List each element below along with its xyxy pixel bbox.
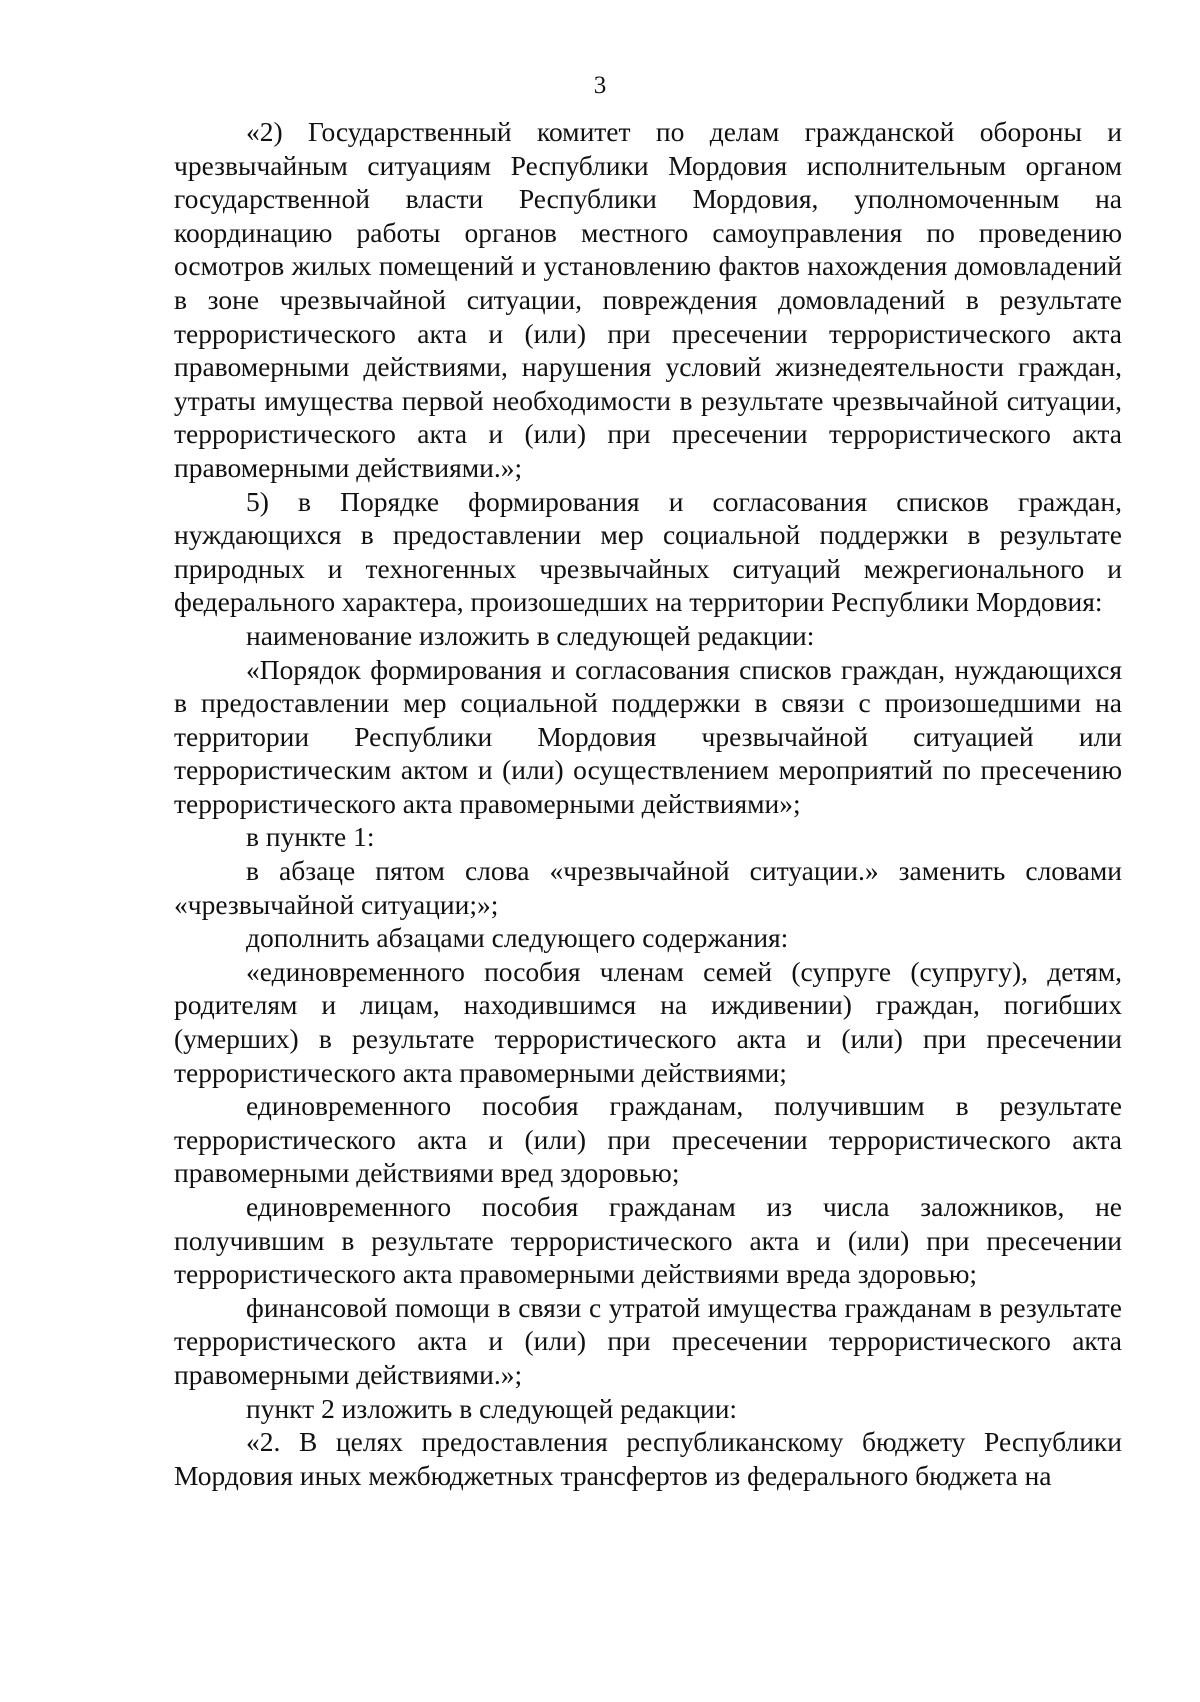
- page-number: 3: [593, 72, 607, 99]
- paragraph-4: «Порядок формирования и согласования списков граждан, нуждающихся в предоставлении мер социальной поддержки в связи с произошедшими на территории Республики Мордовия чрезвычайной ситуацией или террористическим актом и (или) осуществлением мероприятий по пресечению террористического акта правомерными действиями»;: [174, 653, 1122, 819]
- paragraph-9: единовременного пособия гражданам, получившим в результате террористического акта и (или) при пресечении террористического акта правомерными действиями вред здоровью;: [174, 1090, 1122, 1189]
- paragraph-12: пункт 2 изложить в следующей редакции:: [246, 1392, 738, 1424]
- paragraph-11: финансовой помощи в связи с утратой имущества гражданам в результате террористического акта и (или) при пресечении террористического акта правомерными действиями.»;: [174, 1291, 1122, 1390]
- paragraph-13: «2. В целях предоставления республиканскому бюджету Республики Мордовия иных межбюджетных трансфертов из федерального бюджета на: [174, 1426, 1122, 1491]
- document-body: [174, 115, 1122, 1492]
- paragraph-7: дополнить абзацами следующего содержания:: [246, 922, 789, 954]
- paragraph-3: наименование изложить в следующей редакции:: [246, 619, 815, 651]
- paragraph-6: в абзаце пятом слова «чрезвычайной ситуации.» заменить словами «чрезвычайной ситуации;»;: [174, 855, 1122, 920]
- paragraph-2: 5) в Порядке формирования и согласования списков граждан, нуждающихся в предоставлении мер социальной поддержки в результате природных и техногенных чрезвычайных ситуаций межрегионального и федерального характера, произошедших на территории Республики Мордовия:: [174, 485, 1122, 618]
- paragraph-1: «2) Государственный комитет по делам гражданской обороны и чрезвычайным ситуациям Республики Мордовия исполнительным органом государственной власти Республики Мордовия, уполномоченным на координацию работы органов местного самоуправления по проведению осмотров жилых помещений и установлению фактов нахождения домовладений в зоне чрезвычайной ситуации, повреждения домовладений в результате террористического акта и (или) при пресечении террористического акта правомерными действиями, нарушения условий жизнедеятельности граждан, утраты имущества первой необходимости в результате чрезвычайной ситуации, террористического акта и (или) при пресечении террористического акта правомерными действиями.»;: [174, 116, 1122, 483]
- paragraph-10: единовременного пособия гражданам из числа заложников, не получившим в результате террористического акта и (или) при пресечении террористического акта правомерными действиями вреда здоровью;: [174, 1191, 1122, 1290]
- paragraph-5: в пункте 1:: [246, 821, 375, 853]
- paragraph-8: «единовременного пособия членам семей (супруге (супругу), детям, родителям и лицам, находившимся на иждивении) граждан, погибших (умерших) в результате террористического акта и (или) при пресечении террористического акта правомерными действиями;: [174, 955, 1122, 1088]
